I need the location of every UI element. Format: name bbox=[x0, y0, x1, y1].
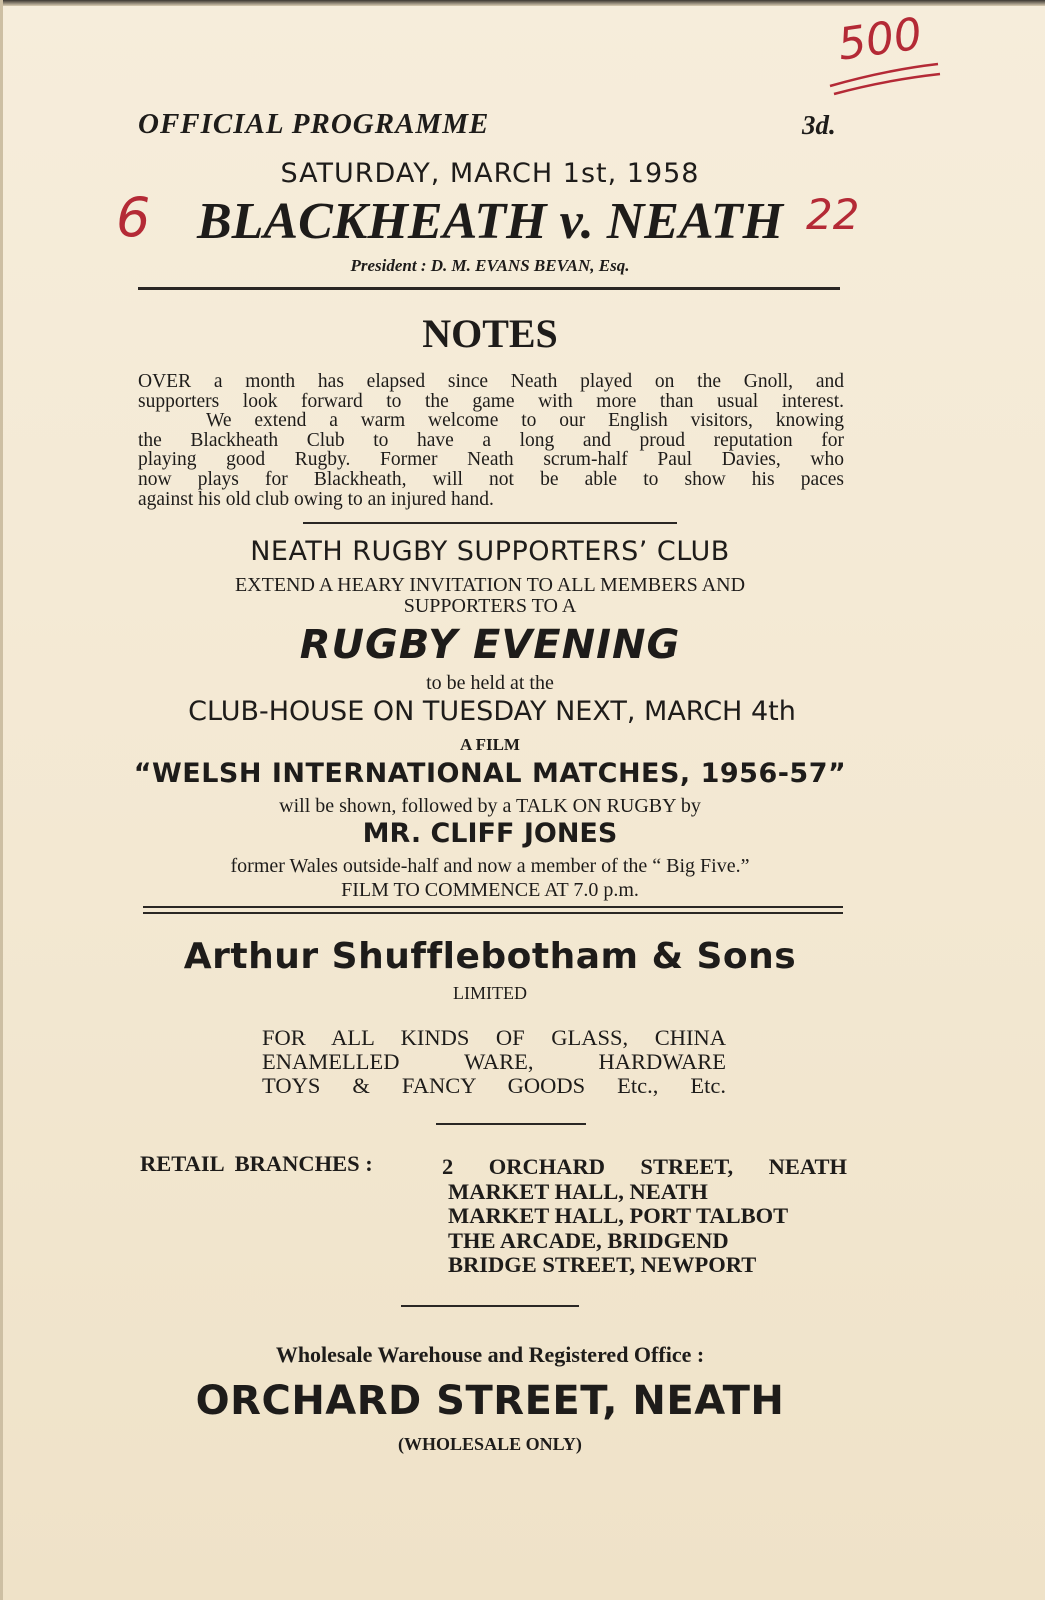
notes-line: playing good Rugby. Former Neath scrum-half Paul Davies, who bbox=[138, 449, 844, 471]
notes-line: now plays for Blackheath, will not be able to show his paces bbox=[138, 468, 844, 490]
notes-heading: NOTES bbox=[422, 311, 558, 356]
speaker-description: former Wales outside-half and now a member of the “ Big Five.” bbox=[230, 855, 750, 877]
invitation-line-2: SUPPORTERS TO A bbox=[403, 595, 577, 617]
notes-divider bbox=[303, 522, 677, 524]
handwritten-away-score: 22 bbox=[806, 190, 860, 239]
paper-top-edge bbox=[0, 0, 1045, 6]
speaker-name: MR. CLIFF JONES bbox=[362, 818, 618, 849]
wholesale-only-note: (WHOLESALE ONLY) bbox=[398, 1434, 582, 1454]
goods-line: ENAMELLED WARE, HARDWARE bbox=[262, 1049, 726, 1074]
event-divider-top bbox=[143, 906, 843, 908]
event-divider-bottom bbox=[143, 912, 843, 914]
branch-address: THE ARCADE, BRIDGEND bbox=[448, 1227, 729, 1253]
branch-list bbox=[442, 1155, 847, 1278]
branch-address: 2 ORCHARD STREET, NEATH bbox=[442, 1154, 847, 1179]
film-title: “WELSH INTERNATIONAL MATCHES, 1956-57” bbox=[133, 758, 847, 789]
goods-divider bbox=[436, 1123, 586, 1125]
rugby-evening-title: RUGBY EVENING bbox=[299, 622, 681, 668]
event-venue-date: CLUB-HOUSE ON TUESDAY NEXT, MARCH 4th bbox=[188, 696, 796, 727]
supporters-club-name: NEATH RUGBY SUPPORTERS’ CLUB bbox=[250, 536, 730, 567]
handwritten-price-mark: 500 bbox=[834, 8, 926, 71]
wholesale-office-label: Wholesale Warehouse and Registered Office : bbox=[275, 1342, 705, 1367]
goods-line: TOYS & FANCY GOODS Etc., Etc. bbox=[262, 1073, 726, 1098]
film-start-time: FILM TO COMMENCE AT 7.0 p.m. bbox=[341, 879, 639, 901]
invitation-line-1: EXTEND A HEARY INVITATION TO ALL MEMBERS AND bbox=[234, 574, 746, 596]
branches-divider bbox=[401, 1305, 579, 1307]
retail-branches-label: RETAIL BRANCHES : bbox=[140, 1151, 373, 1176]
advertiser-limited: LIMITED bbox=[453, 983, 527, 1003]
notes-line: the Blackheath Club to have a long and proud reputation for bbox=[138, 429, 844, 451]
match-fixture: BLACKHEATH v. NEATH bbox=[196, 193, 784, 250]
held-at-text: to be held at the bbox=[426, 672, 554, 694]
film-label: A FILM bbox=[460, 735, 520, 754]
goods-list bbox=[262, 1026, 726, 1098]
programme-price: 3d. bbox=[802, 110, 836, 140]
handwritten-home-score: 6 bbox=[116, 186, 151, 249]
film-shown-text: will be shown, followed by a TALK ON RUGBY by bbox=[279, 795, 701, 817]
header-divider bbox=[138, 287, 840, 290]
price-mark-underline bbox=[826, 60, 946, 100]
wholesale-office-address: ORCHARD STREET, NEATH bbox=[195, 1378, 785, 1424]
notes-line: OVER a month has elapsed since Neath played on the Gnoll, and bbox=[138, 371, 844, 392]
paper-left-edge bbox=[0, 0, 3, 1600]
club-president: President : D. M. EVANS BEVAN, Esq. bbox=[350, 256, 630, 275]
goods-line: FOR ALL KINDS OF GLASS, CHINA bbox=[262, 1025, 726, 1050]
branch-address: MARKET HALL, NEATH bbox=[448, 1178, 708, 1204]
advertiser-company-name: Arthur Shufflebotham & Sons bbox=[183, 936, 797, 977]
official-programme-label: OFFICIAL PROGRAMME bbox=[138, 108, 490, 140]
match-date: SATURDAY, MARCH 1st, 1958 bbox=[280, 158, 700, 189]
branch-address: BRIDGE STREET, NEWPORT bbox=[448, 1252, 757, 1277]
branch-address: MARKET HALL, PORT TALBOT bbox=[448, 1203, 789, 1228]
notes-line: supporters look forward to the game with more than usual interest. bbox=[138, 390, 844, 412]
notes-line: We extend a warm welcome to our English visitors, knowing bbox=[206, 410, 844, 432]
notes-line: against his old club owing to an injured hand. bbox=[138, 488, 494, 510]
notes-body bbox=[138, 372, 844, 509]
